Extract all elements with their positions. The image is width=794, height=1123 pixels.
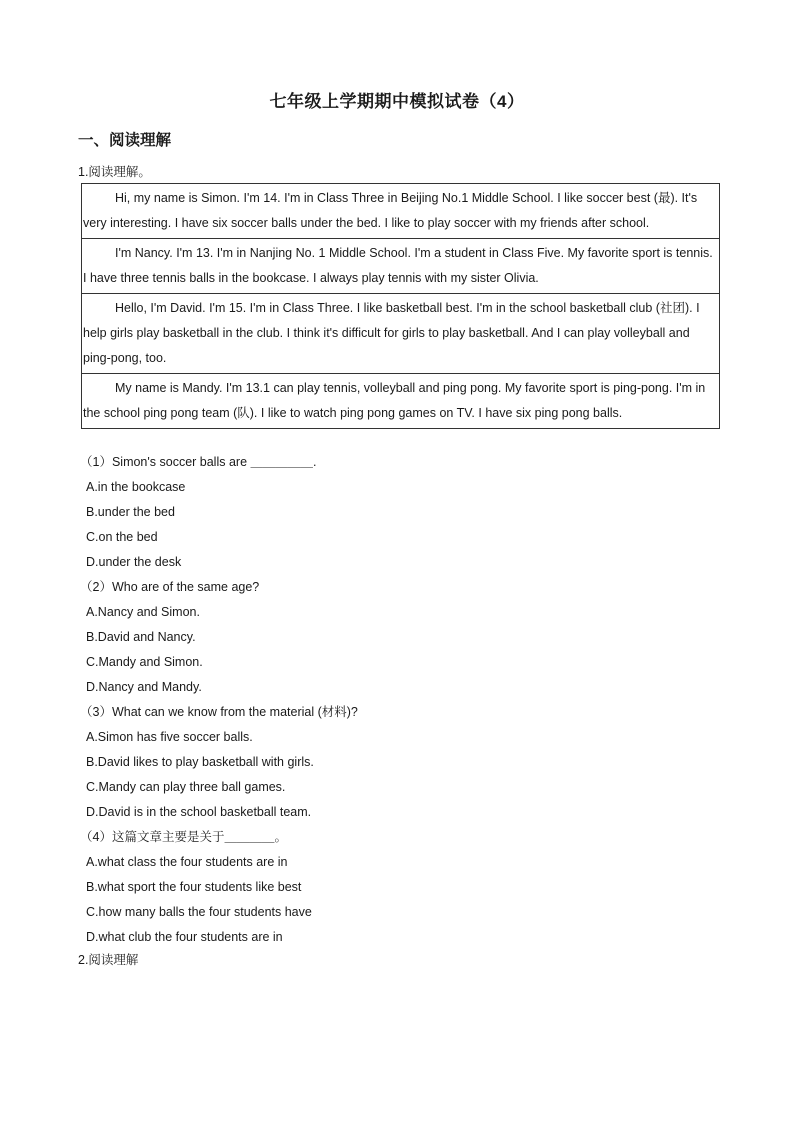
passage-row	[82, 294, 720, 374]
option-d[interactable]: D.David is in the school basketball team.	[86, 805, 312, 819]
page-title: 七年级上学期期中模拟试卷（4）	[269, 92, 525, 111]
option-c[interactable]: C.on the bed	[86, 530, 158, 544]
passage-row	[82, 239, 720, 294]
question-1-label: 1.阅读理解。	[78, 165, 151, 179]
question-2-label: 2.阅读理解	[78, 953, 139, 967]
option-a[interactable]: A.in the bookcase	[86, 480, 186, 494]
sub-question-4	[80, 825, 720, 950]
option-b[interactable]: B.what sport the four students like best	[86, 880, 302, 894]
option-c[interactable]: C.Mandy can play three ball games.	[86, 780, 286, 794]
sub-question-3	[80, 700, 720, 825]
passage-david: Hello, I'm David. I'm 15. I'm in Class Three. I like basketball best. I'm in the school basketball club (社团). I help girls play basketball in the club. I think it's difficult for girls to play basketball. And I can play volleyball and ping-pong, too.	[82, 294, 720, 374]
option-b[interactable]: B.David likes to play basketball with girls.	[86, 755, 314, 769]
option-d[interactable]: D.Nancy and Mandy.	[86, 680, 202, 694]
passage-table	[81, 183, 720, 429]
option-b[interactable]: B.under the bed	[86, 505, 175, 519]
passage-nancy: I'm Nancy. I'm 13. I'm in Nanjing No. 1 Middle School. I'm a student in Class Five. My favorite sport is tennis. I have three tennis balls in the bookcase. I always play tennis with my sister Olivia.	[82, 239, 720, 294]
question-list	[80, 450, 720, 950]
passage-row	[82, 374, 720, 429]
question-stem: （3）What can we know from the material (材料)?	[80, 705, 358, 719]
option-d[interactable]: D.under the desk	[86, 555, 182, 569]
option-d[interactable]: D.what club the four students are in	[86, 930, 283, 944]
option-a[interactable]: A.Simon has five soccer balls.	[86, 730, 253, 744]
passage-row	[82, 184, 720, 239]
question-stem: （1）Simon's soccer balls are ＿＿＿＿＿.	[80, 455, 317, 469]
section-heading: 一、阅读理解	[78, 132, 172, 149]
question-stem: （2）Who are of the same age?	[80, 580, 260, 594]
sub-question-2	[80, 575, 720, 700]
option-c[interactable]: C.how many balls the four students have	[86, 905, 312, 919]
passage-simon: Hi, my name is Simon. I'm 14. I'm in Class Three in Beijing No.1 Middle School. I like soccer best (最). It's very interesting. I have six soccer balls under the bed. I like to play soccer with my friends after school.	[82, 184, 720, 239]
option-a[interactable]: A.what class the four students are in	[86, 855, 288, 869]
sub-question-1	[80, 450, 720, 575]
option-a[interactable]: A.Nancy and Simon.	[86, 605, 200, 619]
passage-mandy: My name is Mandy. I'm 13.1 can play tennis, volleyball and ping pong. My favorite sport is ping-pong. I'm in the school ping pong team (队). I like to watch ping pong games on TV. I have six ping pong balls.	[82, 374, 720, 429]
question-stem: （4）这篇文章主要是关于＿＿＿＿。	[80, 830, 287, 844]
option-c[interactable]: C.Mandy and Simon.	[86, 655, 203, 669]
option-b[interactable]: B.David and Nancy.	[86, 630, 196, 644]
